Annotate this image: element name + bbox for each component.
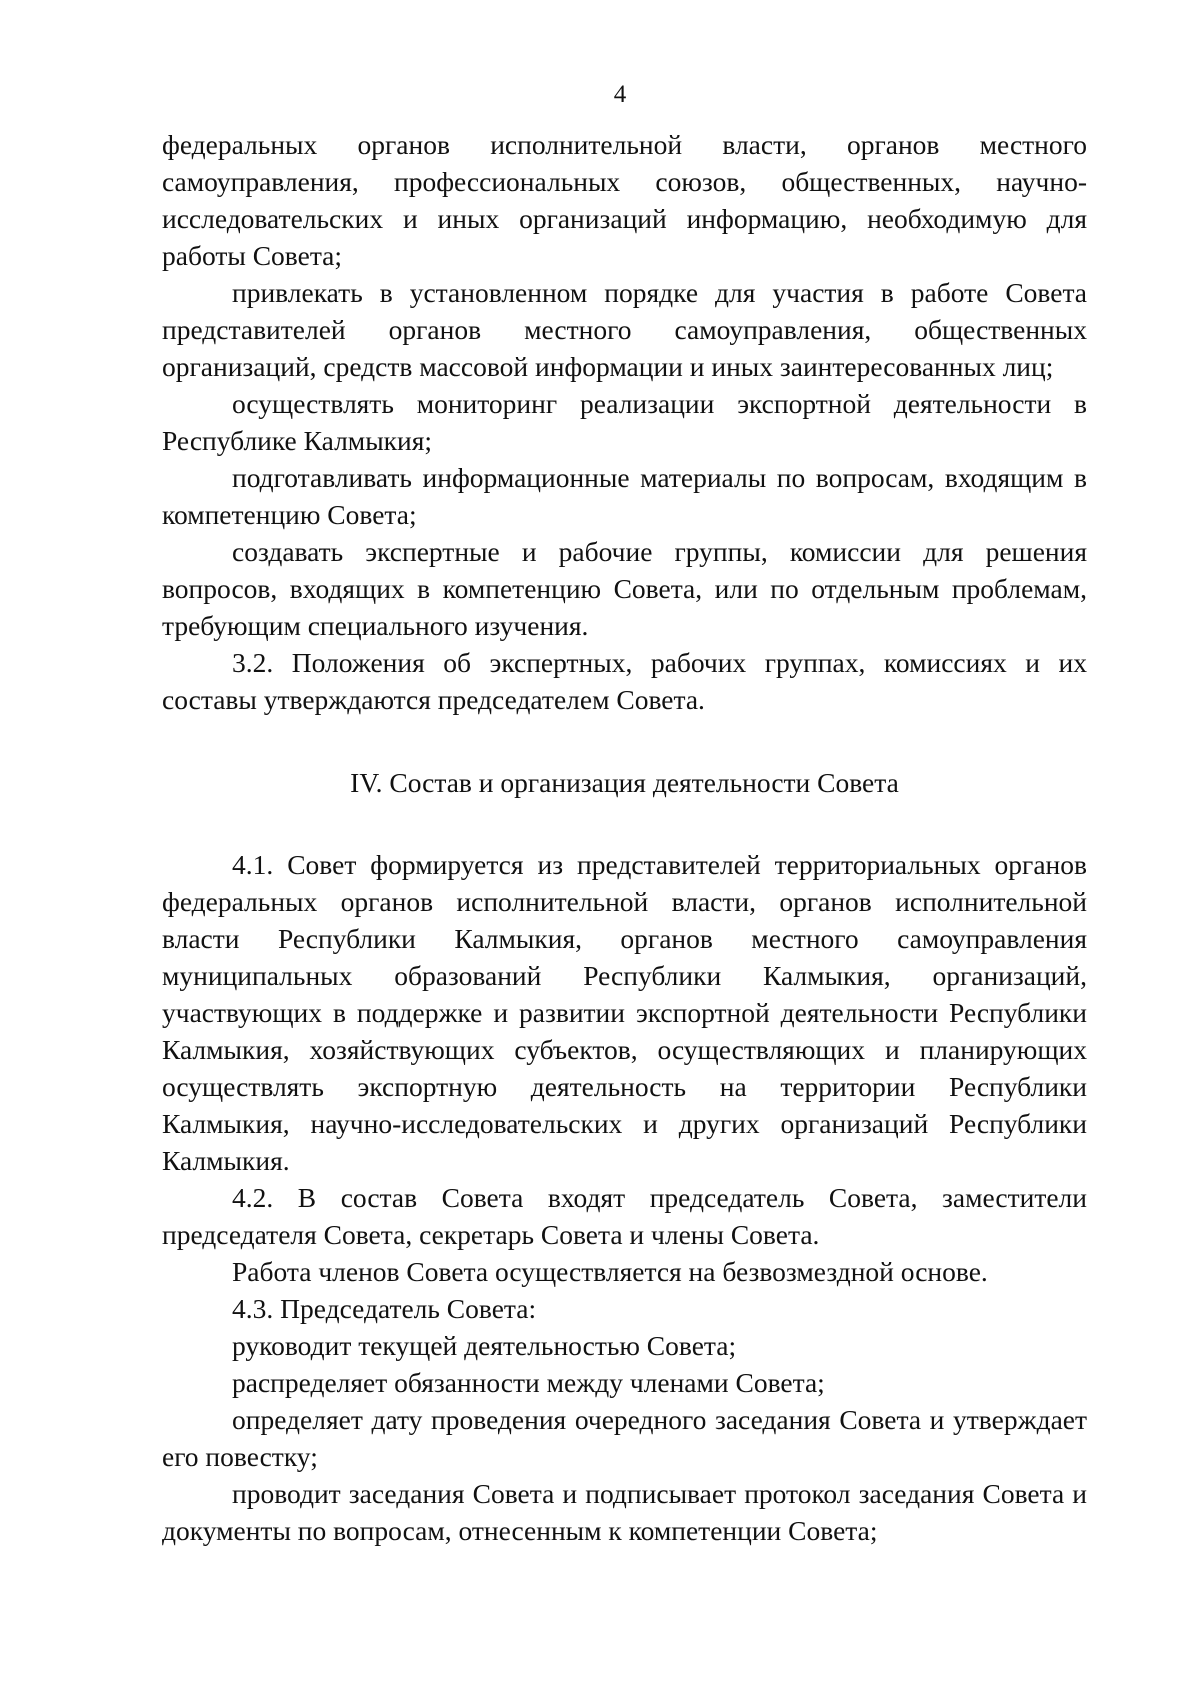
paragraph-distributes-duties: распределяет обязанности между членами Совета; <box>232 1367 825 1398</box>
paragraph-3-2: 3.2. Положения об экспертных, рабочих группах, комиссиях и их составы утверждаются председателем Совета. <box>162 647 1087 715</box>
paragraph-holds-meetings: проводит заседания Совета и подписывает протокол заседания Совета и документы по вопросам, отнесенным к компетенции Совета; <box>162 1478 1087 1546</box>
paragraph-involve-representatives: привлекать в установленном порядке для участия в работе Совета представителей органов местного самоуправления, общественных организаций, средств массовой информации и иных заинтересованных лиц; <box>162 277 1087 382</box>
paragraph-manages-activity: руководит текущей деятельностью Совета; <box>232 1330 737 1361</box>
paragraph-monitoring: осуществлять мониторинг реализации экспортной деятельности в Республике Калмыкия; <box>162 388 1087 456</box>
paragraph-expert-groups: создавать экспертные и рабочие группы, комиссии для решения вопросов, входящих в компетенцию Совета, или по отдельным проблемам, требующим специального изучения. <box>162 536 1087 641</box>
section-continuation <box>162 126 1087 718</box>
section-iv-heading: IV. Состав и организация деятельности Совета <box>350 767 899 798</box>
page-number: 4 <box>613 81 627 108</box>
paragraph-4-1: 4.1. Совет формируется из представителей территориальных органов федеральных органов исполнительной власти, органов исполнительной власти Республики Калмыкия, органов местного самоуправления муниципальных образований Республики Калмыкия, организаций, участвующих в поддержке и развитии экспортной деятельности Республики Калмыкия, хозяйствующих субъектов, осуществляющих и планирующих осуществлять экспортную деятельность на территории Республики Калмыкия, научно-исследовательских и других организаций Республики Калмыкия. <box>162 849 1087 1176</box>
paragraph-information-materials: подготавливать информационные материалы по вопросам, входящим в компетенцию Совета; <box>162 462 1087 530</box>
paragraph-4-3: 4.3. Председатель Совета: <box>232 1293 537 1324</box>
paragraph-4-2: 4.2. В состав Совета входят председатель Совета, заместители председателя Совета, секретарь Совета и члены Совета. <box>162 1182 1087 1250</box>
paragraph-sets-meeting-date: определяет дату проведения очередного заседания Совета и утверждает его повестку; <box>162 1404 1087 1472</box>
paragraph-continuation: федеральных органов исполнительной власти, органов местного самоуправления, профессиональных союзов, общественных, научно-исследовательских и иных организаций информацию, необходимую для работы Совета; <box>162 129 1087 271</box>
paragraph-unpaid-work: Работа членов Совета осуществляется на безвозмездной основе. <box>232 1256 988 1287</box>
section-iv-body <box>162 846 1087 1549</box>
